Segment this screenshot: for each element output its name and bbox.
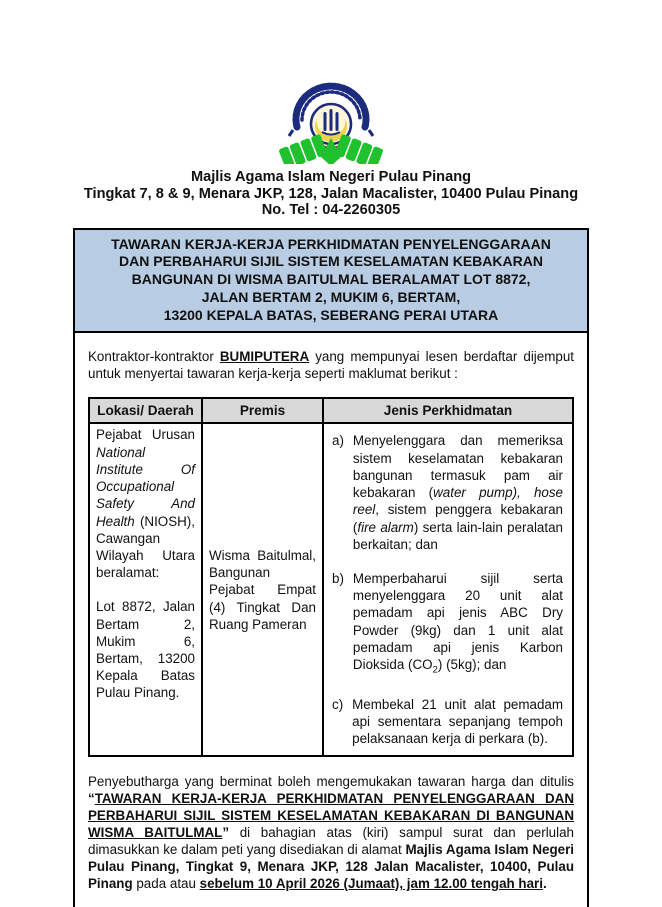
premises-description: Wisma Baitulmal, Bangunan Pejabat Empat (4) Tingkat Dan Ruang Pameran: [209, 547, 316, 632]
tender-title-line: JALAN BERTAM 2, MUKIM 6, BERTAM,: [201, 288, 461, 305]
table-row: [89, 423, 573, 756]
column-header-jenis-perkhidmatan: Jenis Perkhidmatan: [323, 398, 573, 423]
submission-instructions-paragraph: Penyebutharga yang berminat boleh mengemukakan tawaran harga dan ditulis “TAWARAN KERJA-KERJA PERKHIDMATAN PENYELENGGARAAN DAN PERBAHARUI SIJIL SISTEM KESELAMATAN KEBAKARAN DI BANGUNAN WISMA BAITULMAL” di bahagian atas (kiri) sampul surat dan perlulah dimasukkan ke dalam peti yang disediakan di alamat Majlis Agama Islam Negeri Pulau Pinang, Tingkat 9, Menara JKP, 128 Jalan Macalister, 10400, Pulau Pinang pada atau sebelum 10 April 2026 (Jumaat), jam 12.00 tengah hari.: [88, 774, 575, 891]
table-header-row: [89, 398, 573, 423]
location-description: Pejabat Urusan National Institute Of Occupational Safety And Health (NIOSH), Cawangan Wilayah Utara beralamat:: [96, 427, 195, 581]
service-item-a: [332, 432, 563, 552]
service-item-label: c): [332, 696, 344, 712]
service-item-text: Membekal 21 unit alat pemadam api sementara sepanjang tempoh pelaksanaan kerja di perkara (b).: [352, 696, 563, 747]
service-item-b: [332, 570, 563, 679]
service-item-c: [332, 696, 563, 748]
tender-title-line: BANGUNAN DI WISMA BAITULMAL BERALAMAT LOT 8872,: [131, 271, 531, 288]
location-address: Lot 8872, Jalan Bertam 2, Mukim 6, Bertam, 13200 Kepala Batas Pulau Pinang.: [96, 599, 195, 701]
invitation-paragraph: Kontraktor-kontraktor BUMIPUTERA yang mempunyai lesen berdaftar dijemput untuk menyertai tawaran kerja-kerja seperti maklumat berikut :: [88, 349, 574, 382]
tender-details-table: [88, 397, 574, 757]
tender-title-line: TAWARAN KERJA-KERJA PERKHIDMATAN PENYELENGGARAAN: [111, 235, 551, 252]
column-header-premis: Premis: [202, 398, 323, 423]
tender-title-line: DAN PERBAHARUI SIJIL SISTEM KESELAMATAN KEBAKARAN: [119, 253, 543, 270]
notice-body-frame: [73, 228, 589, 907]
service-item-label: b): [332, 570, 344, 586]
service-item-label: a): [332, 433, 344, 449]
organization-name: Majlis Agama Islam Negeri Pulau Pinang: [190, 169, 472, 185]
organization-telephone: No. Tel : 04-2260305: [261, 202, 401, 218]
premises-cell: [202, 423, 323, 756]
location-cell: [89, 423, 202, 756]
service-item-text: Memperbaharui sijil serta menyelenggara 20 unit alat pemadam api jenis ABC Dry Powder (9kg) dan 1 unit alat pemadam api jenis Karbon Dioksida $(CO_2)$ (5kg); dan: [352, 570, 563, 676]
tender-title-banner: [75, 230, 587, 334]
organization-crest-icon: [271, 72, 391, 164]
service-item-text: Menyelenggara dan memeriksa sistem keselamatan kebakaran bangunan termasuk pam air kebakaran (water pump), hose reel, sistem penggera kebakaran (fire alarm) serta lain-lain peralatan berkaitan; dan: [352, 433, 563, 552]
letterhead: [0, 0, 662, 219]
services-cell: [323, 423, 573, 756]
tender-title-line: 13200 KEPALA BATAS, SEBERANG PERAI UTARA: [163, 306, 499, 323]
notice-content: [75, 348, 587, 907]
organization-address: Tingkat 7, 8 & 9, Menara JKP, 128, Jalan Macalister, 10400 Pulau Pinang: [83, 185, 579, 202]
column-header-lokasi: Lokasi/ Daerah: [89, 398, 202, 423]
